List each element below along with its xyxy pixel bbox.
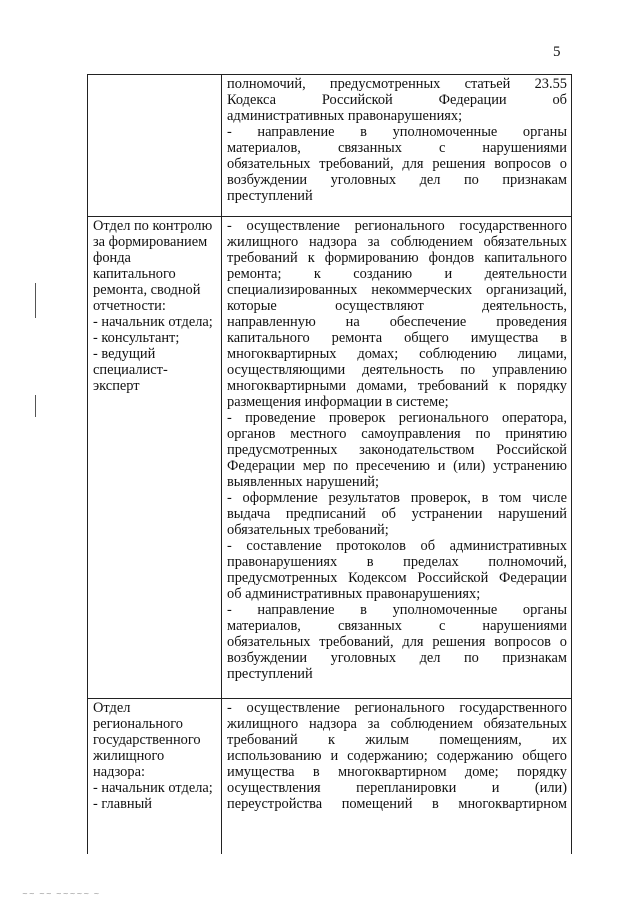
function-line: использованию и содержанию; содержанию общего xyxy=(227,748,567,764)
function-line: многоквартирных домах; соблюдению лицами, xyxy=(227,346,567,362)
department-cell xyxy=(88,699,222,855)
functions-cell xyxy=(222,75,572,217)
function-line: возбуждении уголовных дел по признакам xyxy=(227,650,567,666)
function-line: Федерации мер по пресечению и (или) устранению xyxy=(227,458,567,474)
function-line: переустройства помещений в многоквартирном xyxy=(227,796,567,812)
footer-scrawl: ~~ ~~ ~~~~~ ~ xyxy=(22,890,101,898)
function-line: возбуждении уголовных дел по признакам xyxy=(227,172,567,188)
table-row xyxy=(88,217,572,699)
department-line: - ведущий xyxy=(93,346,156,362)
table-row xyxy=(88,699,572,855)
function-line: многоквартирными домами, требований к порядку xyxy=(227,378,567,394)
functions-cell xyxy=(222,217,572,699)
function-line: материалов, связанных с нарушениями xyxy=(227,618,567,634)
department-line: - консультант; xyxy=(93,330,180,346)
function-line: - направление в уполномоченные органы xyxy=(227,602,567,618)
department-line: - главный xyxy=(93,796,152,812)
function-line: обязательных требований, для решения вопросов о xyxy=(227,156,567,172)
function-line: - проведение проверок регионального оператора, xyxy=(227,410,567,426)
department-line: за формированием xyxy=(93,234,208,250)
department-line: фонда xyxy=(93,250,131,266)
function-line: предусмотренных законодательством Российской xyxy=(227,442,567,458)
function-line: преступлений xyxy=(227,188,313,204)
department-line: государственного xyxy=(93,732,201,748)
department-line: - начальник отдела; xyxy=(93,314,213,330)
functions-cell xyxy=(222,699,572,855)
department-line: - начальник отдела; xyxy=(93,780,213,796)
function-line: предусмотренных Кодексом Российской Федерации xyxy=(227,570,567,586)
margin-mark xyxy=(35,395,36,417)
function-line: осуществляющими деятельность по управлению xyxy=(227,362,567,378)
function-line: капитального ремонта общего имущества в xyxy=(227,330,567,346)
function-line: требований к жилым помещениям, их xyxy=(227,732,567,748)
department-line: Отдел по контролю xyxy=(93,218,213,234)
department-line: специалист- xyxy=(93,362,168,378)
department-line: надзора: xyxy=(93,764,145,780)
duties-table xyxy=(87,74,572,854)
function-line: - составление протоколов об административных xyxy=(227,538,567,554)
function-line: правонарушениях в пределах полномочий, xyxy=(227,554,567,570)
function-line: обязательных требований; xyxy=(227,522,389,538)
function-line: имущества в многоквартирном доме; порядку xyxy=(227,764,567,780)
function-line: административных правонарушениях; xyxy=(227,108,463,124)
department-line: жилищного xyxy=(93,748,165,764)
function-line: - оформление результатов проверок, в том числе xyxy=(227,490,567,506)
department-line: отчетности: xyxy=(93,298,166,314)
function-line: жилищного надзора за соблюдением обязательных xyxy=(227,234,567,250)
function-line: - осуществление регионального государственного xyxy=(227,218,567,234)
page-number: 5 xyxy=(553,44,561,60)
function-line: требований к формированию фондов капитального xyxy=(227,250,567,266)
function-line: жилищного надзора за соблюдением обязательных xyxy=(227,716,567,732)
function-line: об административных правонарушениях; xyxy=(227,586,481,602)
department-cell xyxy=(88,75,222,217)
function-line: материалов, связанных с нарушениями xyxy=(227,140,567,156)
function-line: выявленных нарушений; xyxy=(227,474,379,490)
function-line: направленную на обеспечение проведения xyxy=(227,314,567,330)
department-line: регионального xyxy=(93,716,183,732)
department-line: эксперт xyxy=(93,378,140,394)
function-line: специализированных некоммерческих организаций, xyxy=(227,282,567,298)
department-line: капитального xyxy=(93,266,176,282)
function-line: - направление в уполномоченные органы xyxy=(227,124,567,140)
function-line: которые осуществляют деятельность, xyxy=(227,298,567,314)
function-line: ремонта; к созданию и деятельности xyxy=(227,266,567,282)
function-line: обязательных требований, для решения вопросов о xyxy=(227,634,567,650)
function-line: выдача предписаний об устранении нарушений xyxy=(227,506,567,522)
department-line: ремонта, сводной xyxy=(93,282,201,298)
department-cell xyxy=(88,217,222,699)
function-line: размещения информации в системе; xyxy=(227,394,449,410)
table-row xyxy=(88,75,572,217)
function-line: - осуществление регионального государственного xyxy=(227,700,567,716)
department-line: Отдел xyxy=(93,700,131,716)
function-line: Кодекса Российской Федерации об xyxy=(227,92,567,108)
function-line: осуществления перепланировки и (или) xyxy=(227,780,567,796)
function-line: органов местного самоуправления по принятию xyxy=(227,426,567,442)
function-line: полномочий, предусмотренных статьей 23.55 xyxy=(227,76,567,92)
margin-mark xyxy=(35,283,36,318)
function-line: преступлений xyxy=(227,666,313,682)
